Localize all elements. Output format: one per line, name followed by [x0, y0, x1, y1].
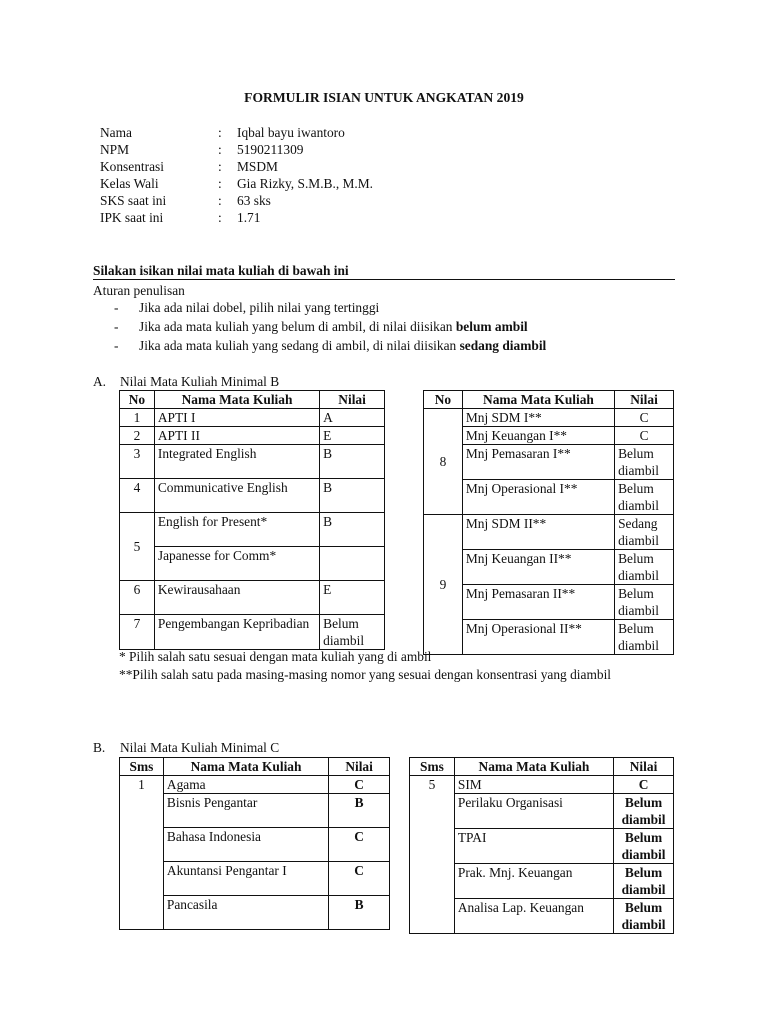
- grade-value: Belum diambil: [615, 550, 674, 585]
- row-no: 3: [120, 445, 155, 479]
- course-name: Mnj Operasional II**: [462, 620, 614, 655]
- table-row: [120, 581, 385, 615]
- grade-value: [320, 547, 385, 581]
- course-name: Japanesse for Comm*: [154, 547, 319, 581]
- table-row: [120, 513, 385, 547]
- rule-bold: belum ambil: [455, 319, 528, 334]
- grade-value: Belum diambil: [614, 829, 674, 864]
- course-name: Mnj SDM II**: [462, 515, 614, 550]
- grade-value: Belum diambil: [615, 445, 674, 480]
- table-b-left: [119, 757, 390, 930]
- grade-value: C: [329, 776, 390, 794]
- row-no: 4: [120, 479, 155, 513]
- info-colon: :: [218, 159, 222, 174]
- info-colon: :: [218, 176, 222, 191]
- section-a-title: [93, 373, 279, 390]
- info-label: Konsentrasi: [100, 159, 164, 174]
- grade-value: A: [320, 409, 385, 427]
- grade-value: E: [320, 427, 385, 445]
- row-no: 9: [424, 515, 463, 655]
- course-name: Mnj Operasional I**: [462, 480, 614, 515]
- header-name: Nama Mata Kuliah: [462, 391, 614, 409]
- header-no: No: [120, 391, 155, 409]
- section-b-title: [93, 739, 279, 756]
- row-no: 6: [120, 581, 155, 615]
- grade-value: Belum diambil: [615, 585, 674, 620]
- course-name: Perilaku Organisasi: [454, 794, 613, 829]
- rule-dash: -: [114, 338, 119, 353]
- table-a-right: [423, 390, 674, 655]
- info-row-konsentrasi: [100, 158, 373, 175]
- info-value: 63 sks: [237, 193, 271, 208]
- info-label: IPK saat ini: [100, 210, 164, 225]
- info-colon: :: [218, 193, 222, 208]
- grade-value: C: [614, 776, 674, 794]
- info-colon: :: [218, 210, 222, 225]
- grade-value: C: [615, 409, 674, 427]
- table-row: [120, 547, 385, 581]
- footnote-single: * Pilih salah satu sesuai dengan mata kuliah yang di ambil: [119, 649, 432, 664]
- header-name: Nama Mata Kuliah: [454, 758, 613, 776]
- table-row: [120, 445, 385, 479]
- form-title: FORMULIR ISIAN UNTUK ANGKATAN 2019: [244, 90, 524, 105]
- course-name: Mnj Keuangan II**: [462, 550, 614, 585]
- grade-value: C: [329, 828, 390, 862]
- course-name: TPAI: [454, 829, 613, 864]
- course-name: Analisa Lap. Keuangan: [454, 899, 613, 934]
- header-no: No: [424, 391, 463, 409]
- info-label: Kelas Wali: [100, 176, 159, 191]
- grade-value: B: [329, 794, 390, 828]
- table-header-row: [120, 391, 385, 409]
- rule-dash: -: [114, 319, 119, 334]
- grade-value: Sedang diambil: [615, 515, 674, 550]
- header-grade: Nilai: [329, 758, 390, 776]
- course-name: Kewirausahaan: [154, 581, 319, 615]
- table-row: [120, 479, 385, 513]
- table-b-right: [409, 757, 674, 934]
- course-name: Communicative English: [154, 479, 319, 513]
- course-name: SIM: [454, 776, 613, 794]
- info-label: NPM: [100, 142, 130, 157]
- grade-value: C: [329, 862, 390, 896]
- semester-number: 5: [410, 776, 455, 934]
- footnote-double: **Pilih salah satu pada masing-masing nomor yang sesuai dengan konsentrasi yang diambil: [119, 667, 612, 682]
- table-header-row: [424, 391, 674, 409]
- section-title: Nilai Mata Kuliah Minimal B: [120, 374, 280, 389]
- semester-number: 1: [120, 776, 164, 930]
- row-no: 7: [120, 615, 155, 650]
- rule-item: [114, 337, 546, 354]
- header-sms: Sms: [410, 758, 455, 776]
- grade-value: Belum diambil: [614, 864, 674, 899]
- grade-value: B: [329, 896, 390, 930]
- row-no: 8: [424, 409, 463, 515]
- course-name: Pancasila: [163, 896, 328, 930]
- table-row: [120, 427, 385, 445]
- section-title: Nilai Mata Kuliah Minimal C: [120, 740, 280, 755]
- info-value: 1.71: [237, 210, 261, 225]
- info-value: Iqbal bayu iwantoro: [237, 125, 345, 140]
- info-colon: :: [218, 142, 222, 157]
- table-row: [410, 776, 674, 794]
- student-info: [100, 124, 373, 226]
- header-sms: Sms: [120, 758, 164, 776]
- course-name: English for Present*: [154, 513, 319, 547]
- table-row: [120, 776, 390, 794]
- grade-value: Belum diambil: [614, 899, 674, 934]
- header-grade: Nilai: [320, 391, 385, 409]
- row-no: 5: [120, 513, 155, 581]
- course-name: Mnj SDM I**: [462, 409, 614, 427]
- course-name: Mnj Pemasaran I**: [462, 445, 614, 480]
- course-name: Prak. Mnj. Keuangan: [454, 864, 613, 899]
- section-number: A.: [93, 374, 107, 389]
- table-row: [120, 409, 385, 427]
- grade-value: Belum diambil: [615, 480, 674, 515]
- info-row-npm: [100, 141, 373, 158]
- rule-item: [114, 299, 379, 316]
- grade-value: B: [320, 445, 385, 479]
- rule-item: [114, 318, 528, 335]
- course-name: Mnj Keuangan I**: [462, 427, 614, 445]
- course-name: Integrated English: [154, 445, 319, 479]
- course-name: Akuntansi Pengantar I: [163, 862, 328, 896]
- grade-value: E: [320, 581, 385, 615]
- table-a-left: [119, 390, 385, 650]
- section-number: B.: [93, 740, 106, 755]
- info-row-ipk: [100, 209, 373, 226]
- table-header-row: [120, 758, 390, 776]
- course-name: APTI I: [154, 409, 319, 427]
- rule-text: Jika ada nilai dobel, pilih nilai yang tertinggi: [139, 300, 380, 315]
- header-name: Nama Mata Kuliah: [163, 758, 328, 776]
- info-label: Nama: [100, 125, 132, 140]
- table-header-row: [410, 758, 674, 776]
- rules-title: Aturan penulisan: [93, 283, 185, 298]
- info-row-sks: [100, 192, 373, 209]
- course-name: Mnj Pemasaran II**: [462, 585, 614, 620]
- course-name: Agama: [163, 776, 328, 794]
- grade-value: B: [320, 479, 385, 513]
- info-row-kelas-wali: [100, 175, 373, 192]
- row-no: 2: [120, 427, 155, 445]
- table-row: [424, 409, 674, 427]
- info-value: 5190211309: [237, 142, 304, 157]
- course-name: APTI II: [154, 427, 319, 445]
- grade-value: Belum diambil: [614, 794, 674, 829]
- instruction-heading: Silakan isikan nilai mata kuliah di bawah ini: [93, 262, 675, 280]
- course-name: Bisnis Pengantar: [163, 794, 328, 828]
- info-value: Gia Rizky, S.M.B., M.M.: [237, 176, 374, 191]
- grade-value: Belum diambil: [320, 615, 385, 650]
- header-name: Nama Mata Kuliah: [154, 391, 319, 409]
- row-no: 1: [120, 409, 155, 427]
- grade-value: Belum diambil: [615, 620, 674, 655]
- info-row-nama: [100, 124, 373, 141]
- info-colon: :: [218, 125, 222, 140]
- rule-dash: -: [114, 300, 119, 315]
- info-label: SKS saat ini: [100, 193, 167, 208]
- header-grade: Nilai: [614, 758, 674, 776]
- rule-text: Jika ada mata kuliah yang belum di ambil, di nilai diisikan: [139, 319, 456, 334]
- info-value: MSDM: [237, 159, 278, 174]
- table-row: [120, 615, 385, 650]
- course-name: Pengembangan Kepribadian: [154, 615, 319, 650]
- rule-bold: sedang diambil: [459, 338, 547, 353]
- course-name: Bahasa Indonesia: [163, 828, 328, 862]
- grade-value: C: [615, 427, 674, 445]
- rule-text: Jika ada mata kuliah yang sedang di ambil, di nilai diisikan: [139, 338, 460, 353]
- grade-value: B: [320, 513, 385, 547]
- table-row: [424, 515, 674, 550]
- header-grade: Nilai: [615, 391, 674, 409]
